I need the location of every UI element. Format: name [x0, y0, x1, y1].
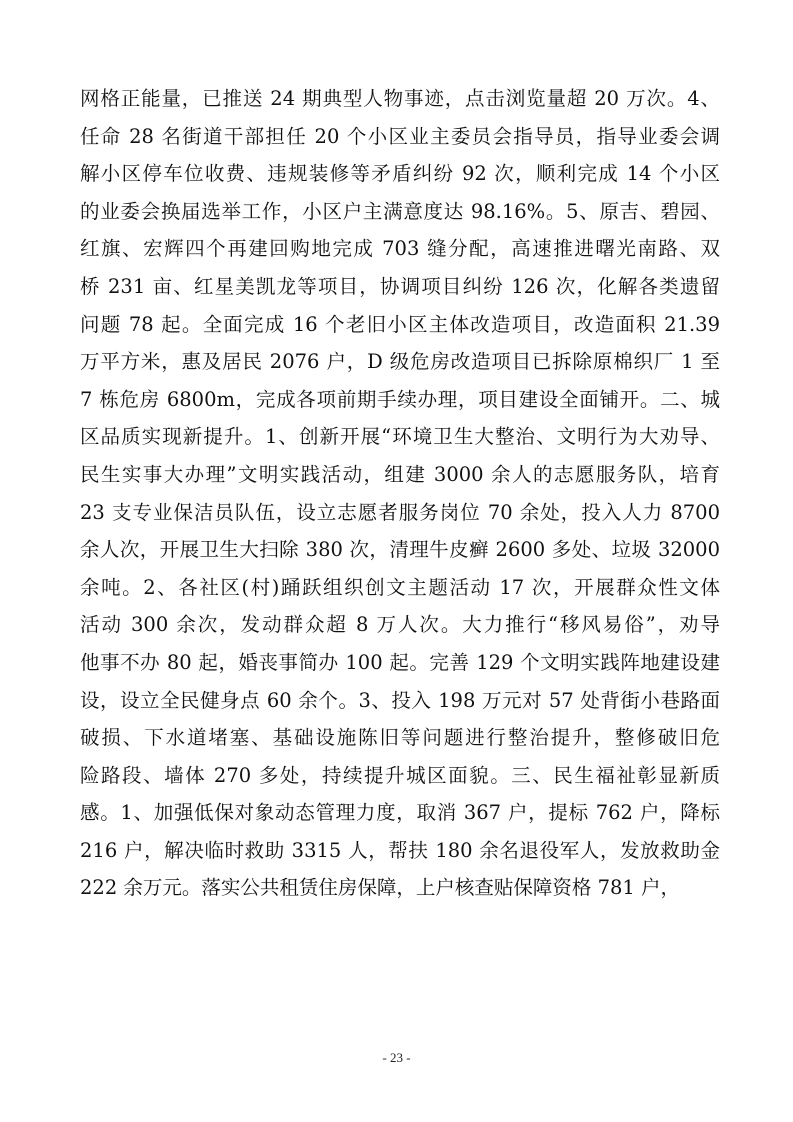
text-line: 23 支专业保洁员队伍，设立志愿者服务岗位 70 余处，投入人力 8700 [80, 500, 720, 524]
text-line: 设，设立全民健身点 60 余个。3、投入 198 万元对 57 处背街小巷路面 [80, 688, 720, 712]
text-line: 感。1、加强低保对象动态管理力度，取消 367 户，提标 762 户，降标 [80, 801, 720, 825]
text-line: 7 栋危房 6800m，完成各项前期手续办理，项目建设全面铺开。二、城 [80, 387, 720, 411]
text-line: 破损、下水道堵塞、基础设施陈旧等问题进行整治提升，整修破旧危 [80, 726, 720, 750]
text-line: 余人次，开展卫生大扫除 380 次，清理牛皮癣 2600 多处、垃圾 32000 [80, 538, 720, 562]
text-line: 余吨。2、各社区(村)踊跃组织创文主题活动 17 次，开展群众性文体 [80, 575, 720, 599]
page-number: - 23 - [382, 1050, 411, 1065]
text-line: 问题 78 起。全面完成 16 个老旧小区主体改造项目，改造面积 21.39 [80, 312, 720, 336]
text-line: 解小区停车位收费、违规装修等矛盾纠纷 92 次，顺利完成 14 个小区 [80, 162, 720, 186]
text-line: 网格正能量，已推送 24 期典型人物事迹，点击浏览量超 20 万次。4、 [80, 87, 720, 110]
text-line: 红旗、宏辉四个再建回购地完成 703 缝分配，高速推进曙光南路、双 [80, 237, 720, 261]
text-line: 活动 300 余次，发动群众超 8 万人次。大力推行“移风易俗”，劝导 [80, 613, 720, 637]
text-line: 民生实事大办理”文明实践活动，组建 3000 余人的志愿服务队，培育 [80, 462, 720, 486]
body-text [80, 80, 720, 907]
text-line: 216 户，解决临时救助 3315 人，帮扶 180 余名退役军人，发放救助金 [80, 838, 720, 862]
text-line: 222 余万元。落实公共租赁住房保障，上户核查贴保障资格 781 户， [80, 876, 681, 900]
text-line: 任命 28 名街道干部担任 20 个小区业主委员会指导员，指导业委会调 [80, 124, 720, 148]
text-line: 万平方米，惠及居民 2076 户，D 级危房改造项目已拆除原棉织厂 1 至 [80, 350, 720, 374]
text-line: 的业委会换届选举工作，小区户主满意度达 98.16%。5、原吉、碧园、 [80, 199, 720, 223]
text-line: 险路段、墙体 270 多处，持续提升城区面貌。三、民生福祉彰显新质 [80, 763, 720, 787]
text-line: 区品质实现新提升。1、创新开展“环境卫生大整治、文明行为大劝导、 [80, 425, 720, 449]
text-line: 他事不办 80 起，婚丧事简办 100 起。完善 129 个文明实践阵地建设建 [80, 650, 720, 674]
text-line: 桥 231 亩、红星美凯龙等项目，协调项目纠纷 126 次，化解各类遗留 [80, 274, 720, 298]
